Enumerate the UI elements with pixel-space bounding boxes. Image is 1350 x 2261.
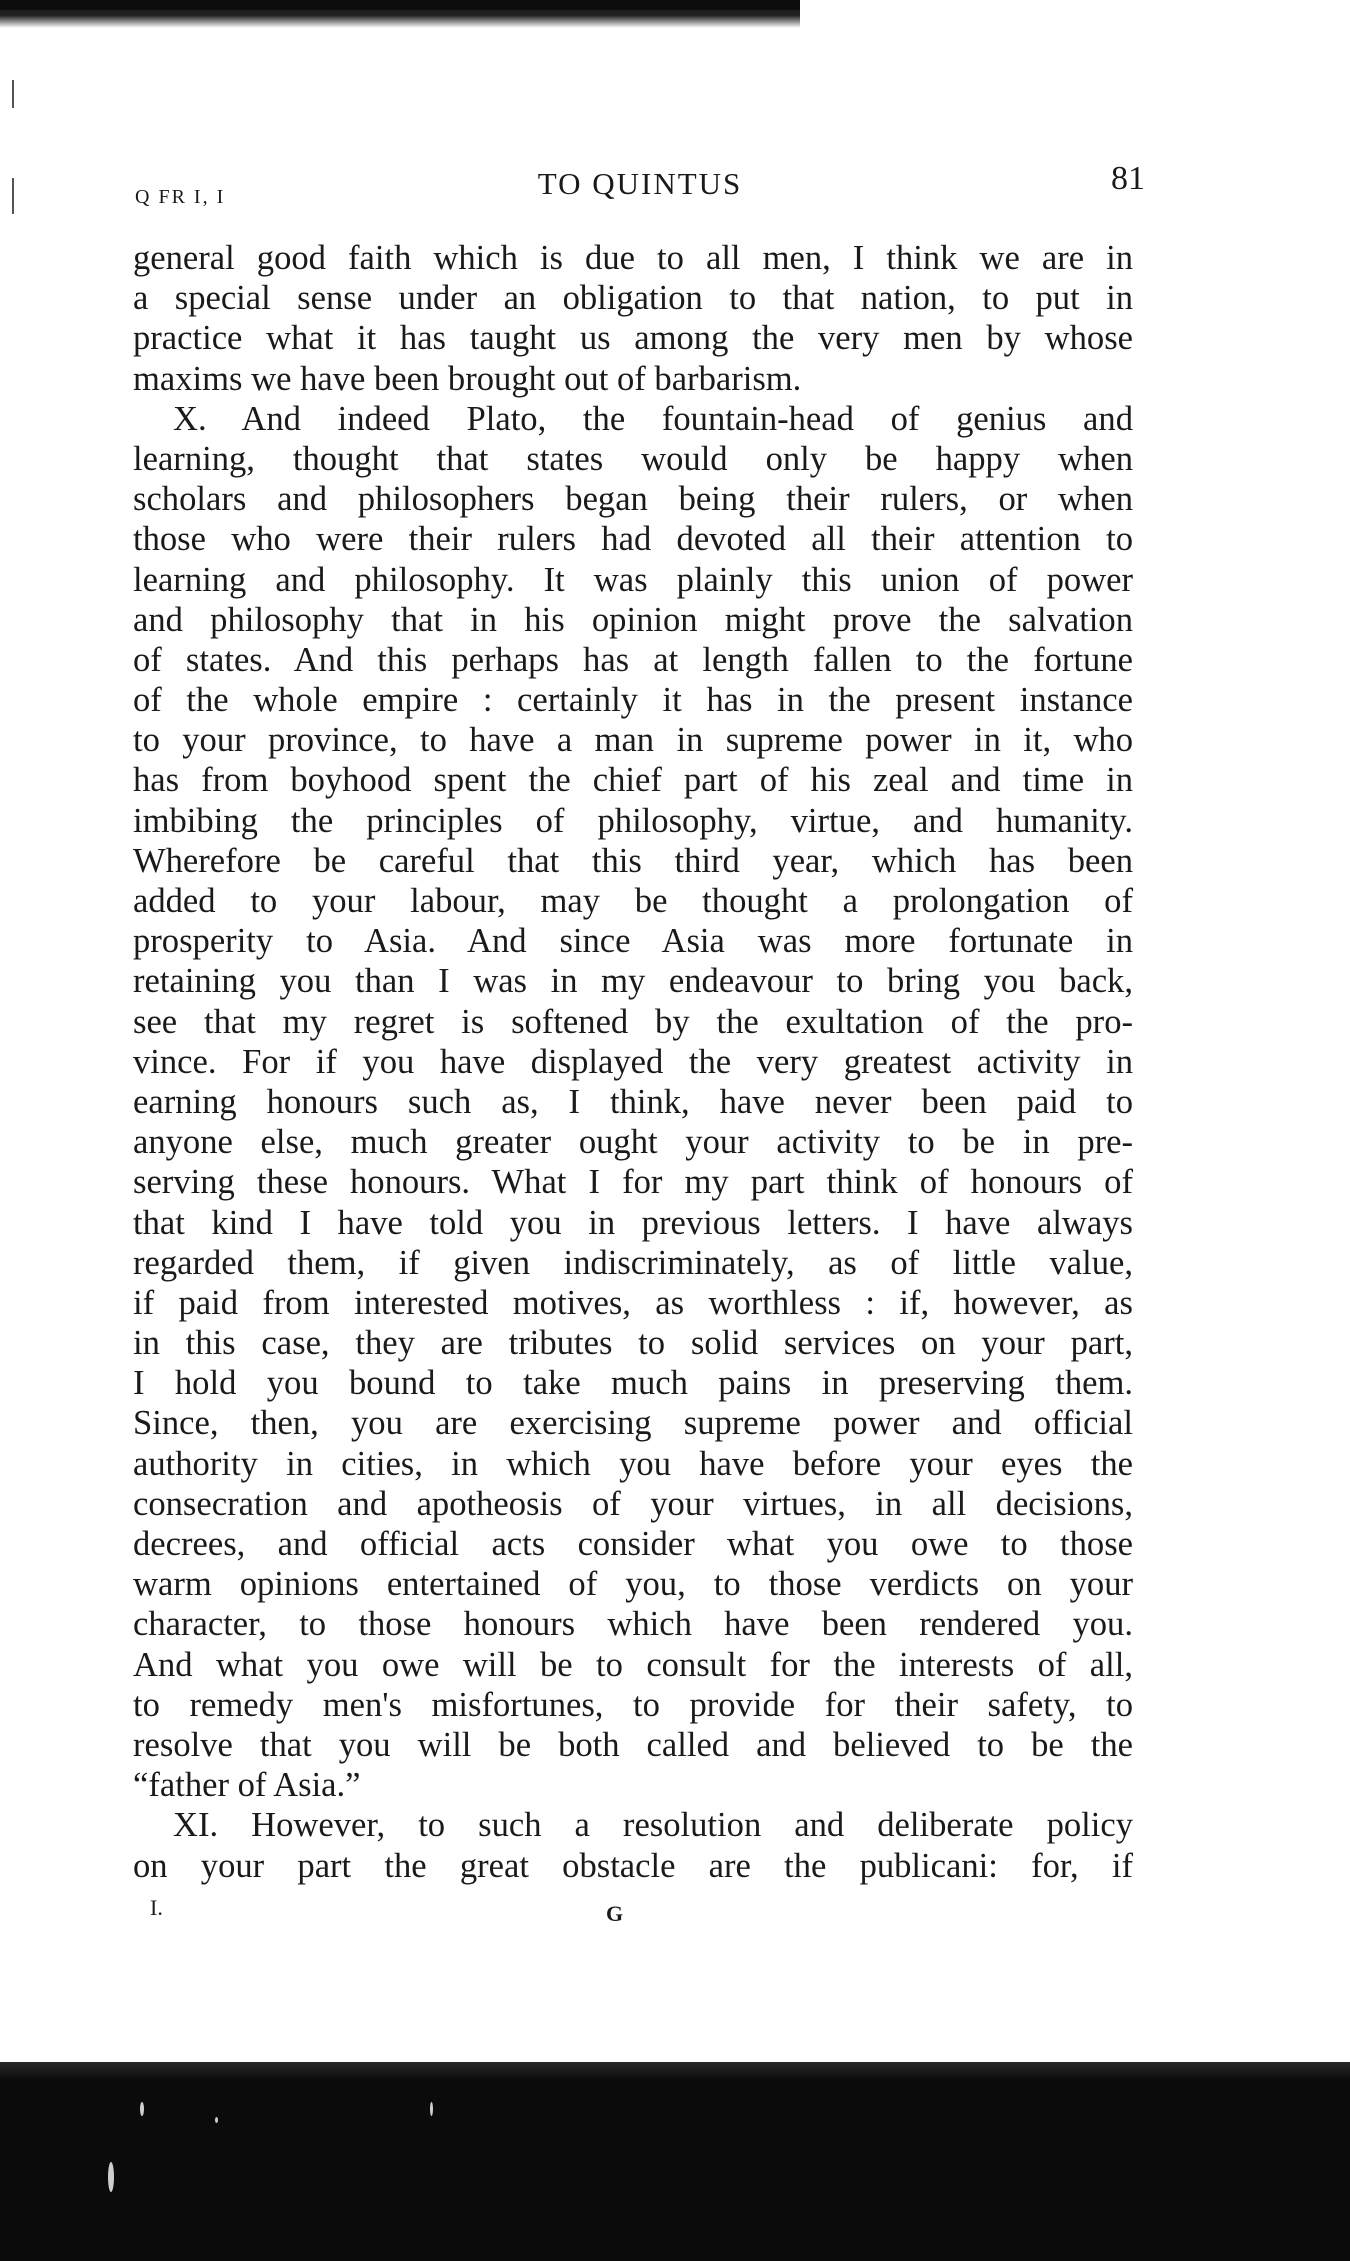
text-line: X. And indeed Plato, the fountain-head of genius and <box>173 399 1133 438</box>
text-line: character, to those honours which have been rendered you. <box>133 1605 1133 1644</box>
text-line: of states. And this perhaps has at length fallen to the fortune <box>133 640 1133 679</box>
text-line: a special sense under an obligation to that nation, to put in <box>133 279 1133 318</box>
scan-speck <box>215 2117 218 2123</box>
text-line: resolve that you will be both called and believed to be the <box>133 1725 1133 1764</box>
text-line: see that my regret is softened by the exultation of the pro- <box>133 1002 1133 1041</box>
text-line: practice what it has taught us among the very men by whose <box>133 319 1133 358</box>
page-number: 81 <box>1111 160 1145 197</box>
text-line: consecration and apotheosis of your virtues, in all decisions, <box>133 1484 1133 1523</box>
text-line: maxims we have been brought out of barbarism. <box>133 359 802 398</box>
text-line: XI. However, to such a resolution and deliberate policy <box>173 1806 1133 1845</box>
text-line: vince. For if you have displayed the very greatest activity in <box>133 1042 1133 1081</box>
text-line: retaining you than I was in my endeavour to bring you back, <box>133 962 1133 1001</box>
header-title: TO QUINTUS <box>537 166 743 201</box>
text-line: serving these honours. What I for my part think of honours of <box>133 1163 1133 1202</box>
text-line: authority in cities, in which you have before your eyes the <box>133 1444 1133 1483</box>
text-line: And what you owe will be to consult for the interests of all, <box>133 1645 1133 1684</box>
text-line: scholars and philosophers began being their rulers, or when <box>133 480 1133 519</box>
text-line: imbibing the principles of philosophy, virtue, and humanity. <box>133 801 1133 840</box>
text-line: that kind I have told you in previous letters. I have always <box>133 1203 1133 1242</box>
text-line: learning and philosophy. It was plainly this union of power <box>133 560 1133 599</box>
scan-bottom-edge <box>0 2062 1350 2261</box>
text-line: anyone else, much greater ought your activity to be in pre- <box>133 1123 1133 1162</box>
text-line: prosperity to Asia. And since Asia was more fortunate in <box>133 922 1133 961</box>
text-line: warm opinions entertained of you, to those verdicts on your <box>133 1565 1133 1604</box>
text-line: those who were their rulers had devoted all their attention to <box>133 520 1133 559</box>
text-line: and philosophy that in his opinion might prove the salvation <box>133 600 1133 639</box>
scan-speck <box>430 2102 433 2116</box>
text-line: “father of Asia.” <box>133 1766 361 1805</box>
header-reference: Q FR I, I <box>135 186 226 208</box>
page-footer <box>150 1895 750 1925</box>
text-line: learning, thought that states would only be happy when <box>133 439 1133 478</box>
text-line: of the whole empire : certainly it has in the present instance <box>133 681 1133 720</box>
text-line: Wherefore be careful that this third year, which has been <box>133 841 1133 880</box>
body-text <box>133 238 1133 1886</box>
scan-mark <box>12 178 14 214</box>
text-line: if paid from interested motives, as worthless : if, however, as <box>133 1283 1133 1322</box>
text-line: added to your labour, may be thought a prolongation of <box>133 882 1133 920</box>
scan-top-edge <box>0 0 800 28</box>
text-line: to remedy men's misfortunes, to provide for their safety, to <box>133 1685 1133 1724</box>
running-header <box>135 160 1145 210</box>
text-line: in this case, they are tributes to solid services on your part, <box>133 1324 1133 1363</box>
text-line: Since, then, you are exercising supreme power and official <box>133 1404 1133 1443</box>
text-line: earning honours such as, I think, have never been paid to <box>133 1082 1133 1121</box>
text-line: general good faith which is due to all men, I think we are in <box>133 239 1133 277</box>
scan-speck <box>140 2102 144 2116</box>
scan-edge-gradient <box>0 2062 1350 2080</box>
text-line: has from boyhood spent the chief part of his zeal and time in <box>133 761 1133 800</box>
signature-mark: I. <box>150 1895 163 1920</box>
scan-mark <box>12 80 14 108</box>
text-line: on your part the great obstacle are the publicani: for, if <box>133 1846 1133 1885</box>
text-line: regarded them, if given indiscriminately, as of little value, <box>133 1243 1133 1282</box>
text-line: to your province, to have a man in supreme power in it, who <box>133 721 1133 760</box>
scan-speck <box>108 2162 114 2192</box>
text-line: I hold you bound to take much pains in preserving them. <box>133 1364 1133 1403</box>
signature-letter: G <box>606 1901 624 1926</box>
text-line: decrees, and official acts consider what you owe to those <box>133 1525 1133 1563</box>
